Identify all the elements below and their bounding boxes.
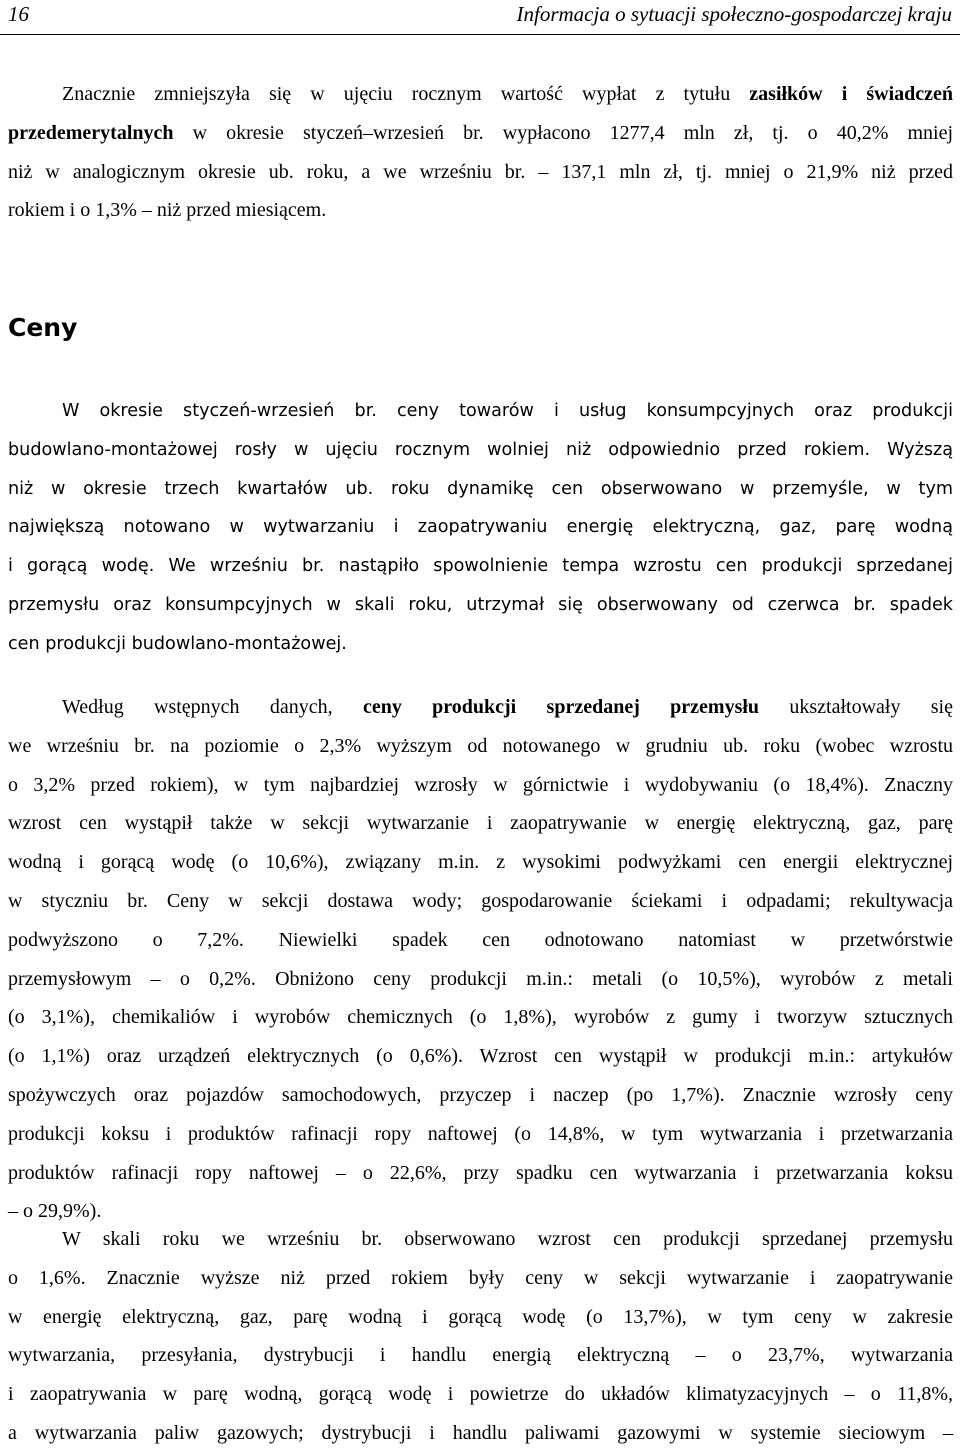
paragraph-line: a wytwarzania paliw gazowych; dystrybucji i handlu paliwami gazowymi w systemie sieciowym – (8, 1421, 953, 1444)
paragraph-line: największą notowano w wytwarzaniu i zaopatrywaniu energię elektryczną, gaz, parę wodną (8, 517, 953, 538)
paragraph-line: cen produkcji budowlano-montażowej. (8, 633, 347, 654)
paragraph-line: produkcji koksu i produktów rafinacji ropy naftowej (o 14,8%, w tym wytwarzania i przetwarzania (8, 1122, 953, 1145)
paragraph-line: (o 1,1%) oraz urządzeń elektrycznych (o 0,6%). Wzrost cen wystąpił w produkcji m.in.: artykułów (8, 1045, 953, 1068)
text-run: w okresie styczeń–wrzesień br. wypłacono 1277,4 mln zł, tj. o 40,2% mniej (173, 121, 953, 144)
paragraph-benefits (8, 75, 953, 230)
paragraph-line: w styczniu br. Ceny w sekcji dostawa wody; gospodarowanie ściekami i odpadami; rekultywacja (8, 889, 953, 912)
paragraph-line: (o 3,1%), chemikaliów i wyrobów chemicznych (o 1,8%), wyrobów z gumy i tworzyw sztucznych (8, 1006, 953, 1029)
paragraph-line: we wrześniu br. na poziomie o 2,3% wyższym od notowanego w grudniu ub. roku (wobec wzrostu (8, 734, 953, 757)
paragraph-line (8, 75, 953, 114)
paragraph-line: wytwarzania, przesyłania, dystrybucji i handlu energią elektryczną – o 23,7%, wytwarzania (8, 1344, 953, 1367)
paragraph-line: niż w okresie trzech kwartałów ub. roku dynamikę cen obserwowano w przemyśle, w tym (8, 478, 953, 499)
bold-text-run: przedemerytalnych (8, 121, 174, 144)
paragraph-annual-prices (8, 1220, 953, 1453)
paragraph-line: W okresie styczeń-wrzesień br. ceny towarów i usług konsumpcyjnych oraz produkcji (62, 401, 953, 421)
running-title: Informacja o sytuacji społeczno-gospodarczej kraju (516, 2, 952, 26)
paragraph-line: i gorącą wodę. We wrześniu br. nastąpiło spowolnienie tempa wzrostu cen produkcji sprzedanej (8, 556, 953, 577)
paragraph-line: o 1,6%. Znacznie wyższe niż przed rokiem były ceny w sekcji wytwarzanie i zaopatrywanie (8, 1266, 953, 1289)
paragraph-line: rokiem i o 1,3% – niż przed miesiącem. (8, 199, 327, 222)
paragraph-price-overview (8, 392, 953, 664)
page-header (0, 0, 960, 35)
paragraph-line: budowlano-montażowej rosły w ujęciu rocznym wolniej niż odpowiednio przed rokiem. Wyższą (8, 439, 953, 460)
paragraph-line: i zaopatrywania w parę wodną, gorącą wodę i powietrze do układów klimatyzacyjnych – o 11,8%, (8, 1383, 953, 1406)
paragraph-line: spożywczych oraz pojazdów samochodowych, przyczep i naczep (po 1,7%). Znacznie wzrosły ceny (8, 1083, 953, 1106)
paragraph-line (8, 688, 953, 727)
text-run: Znacznie zmniejszyła się w ujęciu rocznym wartość wypłat z tytułu (62, 83, 750, 105)
paragraph-line: wzrost cen wystąpił także w sekcji wytwarzanie i zaopatrywanie w energię elektryczną, gaz, parę (8, 812, 953, 835)
paragraph-line: W skali roku we wrześniu br. obserwowano wzrost cen produkcji sprzedanej przemysłu (62, 1228, 953, 1250)
page-number: 16 (8, 2, 29, 26)
section-heading-prices: Ceny (8, 313, 78, 342)
paragraph-line: wodną i gorącą wodę (o 10,6%), związany m.in. z wysokimi podwyżkami cen energii elektrycznej (8, 851, 953, 874)
bold-text-run: zasiłków i świadczeń (749, 83, 953, 105)
paragraph-line: produktów rafinacji ropy naftowej – o 22,6%, przy spadku cen wytwarzania i przetwarzania koksu (8, 1161, 953, 1184)
paragraph-line (8, 114, 953, 153)
paragraph-line: – o 29,9%). (8, 1200, 102, 1223)
paragraph-line: przemysłu oraz konsumpcyjnych w skali roku, utrzymał się obserwowany od czerwca br. spadek (8, 594, 953, 615)
paragraph-line: przemysłowym – o 0,2%. Obniżono ceny produkcji m.in.: metali (o 10,5%), wyrobów z metali (8, 967, 953, 990)
bold-text-run: ceny produkcji sprzedanej przemysłu (362, 696, 760, 718)
text-run: ukształtowały się (759, 696, 953, 718)
paragraph-line: niż w analogicznym okresie ub. roku, a we wrześniu br. – 137,1 mln zł, tj. mniej o 21,9% niż przed (8, 160, 953, 183)
paragraph-line: o 3,2% przed rokiem), w tym najbardziej wzrosły w górnictwie i wydobywaniu (o 18,4%). Znaczny (8, 773, 953, 796)
paragraph-line: w energię elektryczną, gaz, parę wodną i gorącą wodę (o 13,7%), w tym ceny w zakresie (8, 1305, 953, 1328)
paragraph-industrial-prices (8, 688, 953, 1231)
paragraph-line: podwyższono o 7,2%. Niewielki spadek cen odnotowano natomiast w przetwórstwie (8, 928, 953, 951)
text-run: Według wstępnych danych, (62, 696, 363, 718)
